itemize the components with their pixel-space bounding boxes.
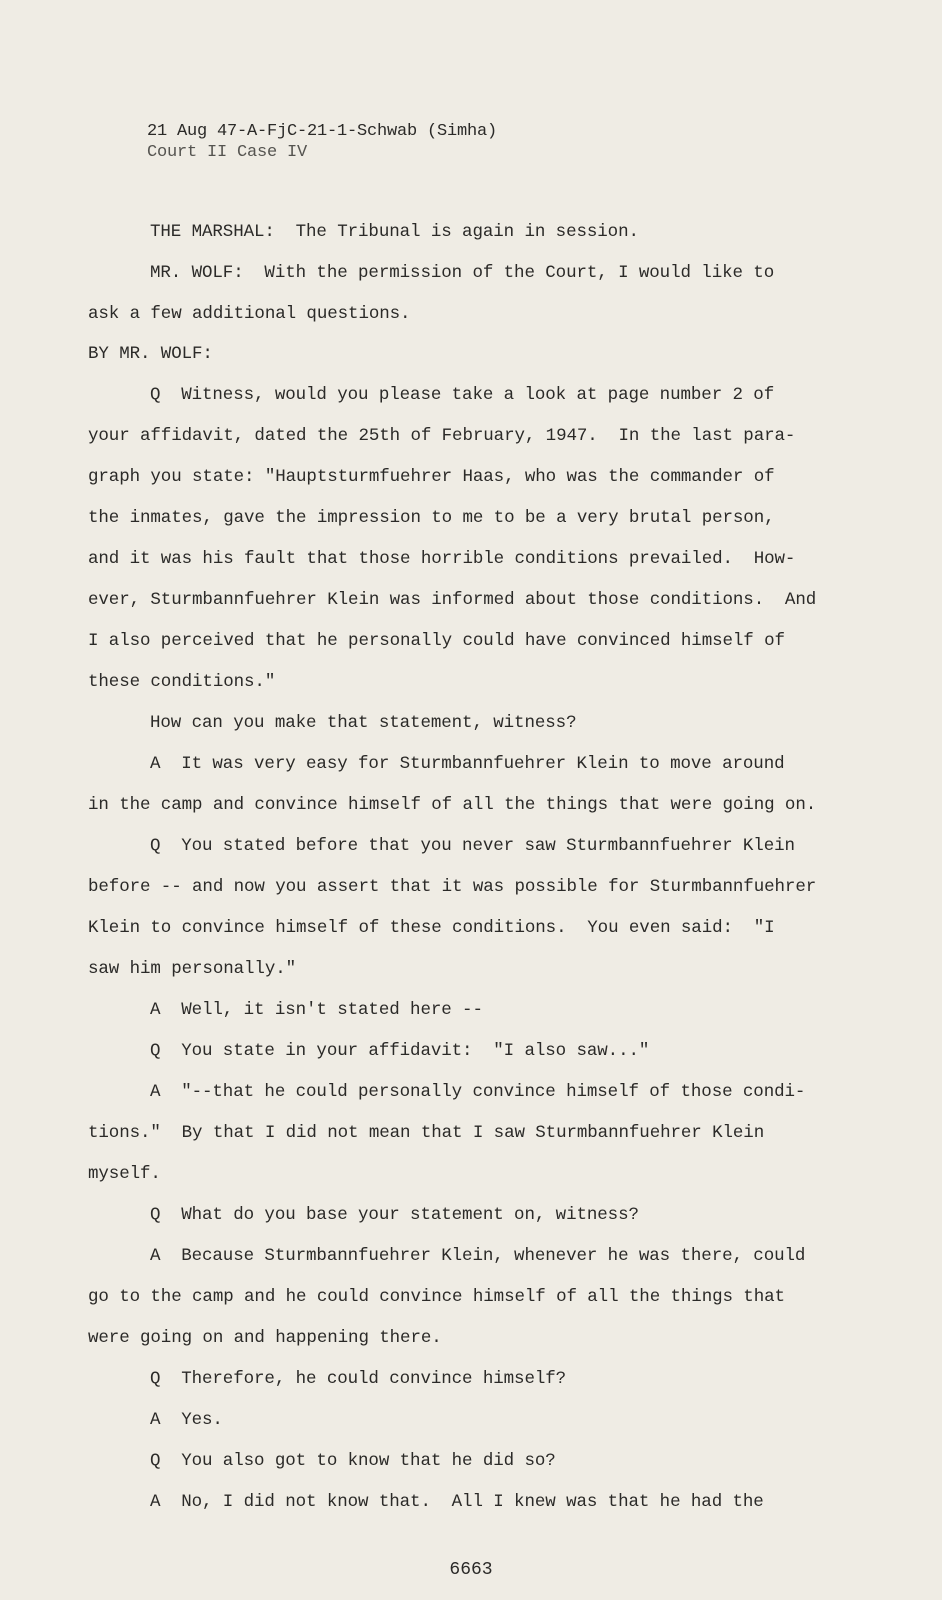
transcript-line: Q You state in your affidavit: "I also saw...": [150, 1041, 650, 1061]
transcript-line: ask a few additional questions.: [88, 304, 411, 324]
transcript-line: before -- and now you assert that it was possible for Sturmbannfuehrer: [88, 877, 817, 897]
transcript-line: myself.: [88, 1164, 161, 1184]
transcript-line: your affidavit, dated the 25th of February, 1947. In the last para-: [88, 426, 796, 446]
transcript-line: A Yes.: [150, 1410, 223, 1430]
transcript-line: Q You stated before that you never saw Sturmbannfuehrer Klein: [150, 836, 795, 856]
transcript-line: I also perceived that he personally could have convinced himself of: [88, 631, 785, 651]
document-header: [147, 121, 497, 163]
header-reference: 21 Aug 47-A-FjC-21-1-Schwab (Simha): [147, 122, 498, 141]
transcript-line: BY MR. WOLF:: [88, 344, 213, 364]
transcript-line: A No, I did not know that. All I knew was that he had the: [150, 1492, 764, 1512]
transcript-line: Q You also got to know that he did so?: [150, 1451, 556, 1471]
transcript-line: in the camp and convince himself of all the things that were going on.: [88, 795, 817, 815]
transcript-line: Klein to convince himself of these conditions. You even said: "I: [88, 918, 775, 938]
transcript-line: A It was very easy for Sturmbannfuehrer Klein to move around: [150, 754, 785, 774]
transcript-line: tions." By that I did not mean that I saw Sturmbannfuehrer Klein: [88, 1123, 765, 1143]
transcript-line: were going on and happening there.: [88, 1328, 442, 1348]
transcript-line: go to the camp and he could convince himself of all the things that: [88, 1287, 785, 1307]
transcript-line: THE MARSHAL: The Tribunal is again in session.: [150, 222, 639, 242]
transcript-line: Q Therefore, he could convince himself?: [150, 1369, 567, 1389]
transcript-line: saw him personally.": [88, 959, 297, 979]
transcript-line: A Well, it isn't stated here --: [150, 1000, 483, 1020]
header-court-case: Court II Case IV: [147, 143, 308, 162]
transcript-line: MR. WOLF: With the permission of the Court, I would like to: [150, 263, 775, 283]
transcript-line: ever, Sturmbannfuehrer Klein was informed about those conditions. And: [88, 590, 817, 610]
transcript-line: Q What do you base your statement on, witness?: [150, 1205, 639, 1225]
transcript-line: graph you state: "Hauptsturmfuehrer Haas, who was the commander of: [88, 467, 775, 487]
transcript-line: Q Witness, would you please take a look at page number 2 of: [150, 385, 775, 405]
transcript-line: the inmates, gave the impression to me to be a very brutal person,: [88, 508, 775, 528]
transcript-line: A "--that he could personally convince himself of those condi-: [150, 1082, 806, 1102]
transcript-line: these conditions.": [88, 672, 276, 692]
page-number: 6663: [449, 1560, 493, 1580]
transcript-line: A Because Sturmbannfuehrer Klein, whenever he was there, could: [150, 1246, 806, 1266]
transcript-line: How can you make that statement, witness?: [150, 713, 577, 733]
transcript-line: and it was his fault that those horrible conditions prevailed. How-: [88, 549, 796, 569]
